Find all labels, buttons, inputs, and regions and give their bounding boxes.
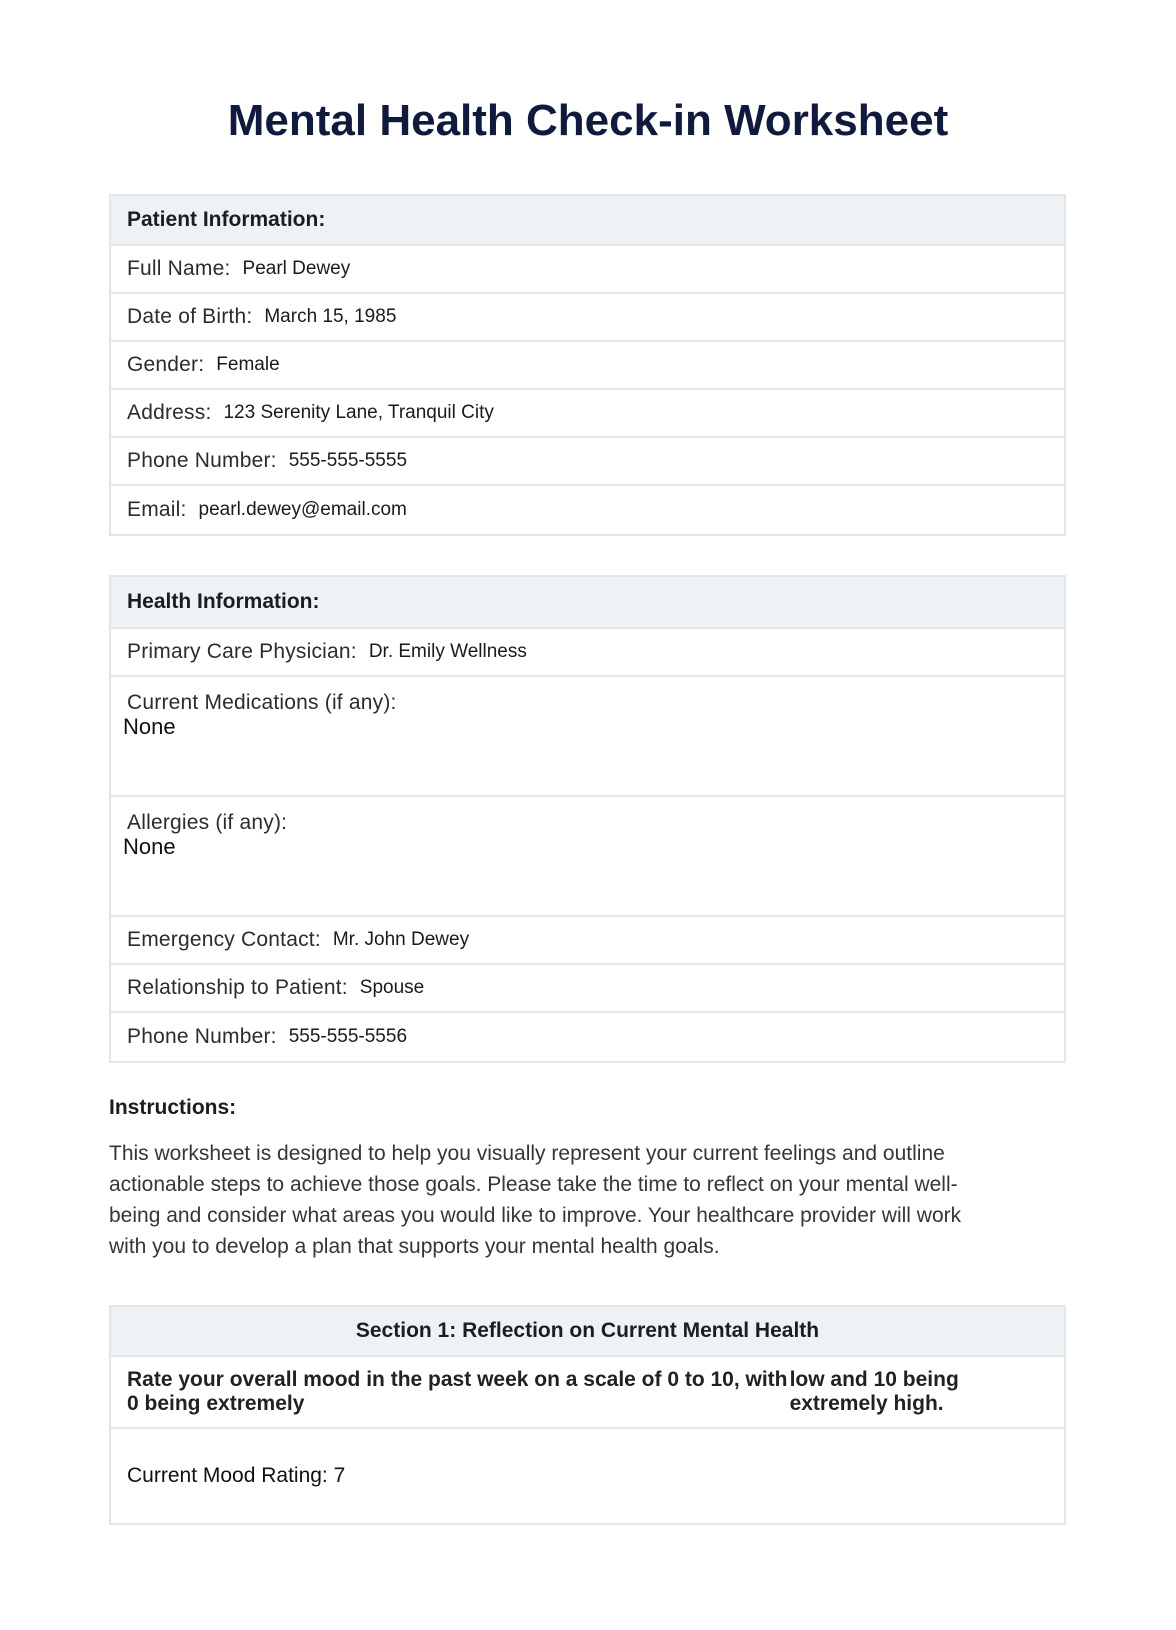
allergies-row [111,797,1064,917]
relationship-value: Spouse [359,977,425,998]
emergency-phone-value: 555-555-5556 [288,1026,408,1047]
mood-rating-value: Current Mood Rating: 7 [127,1464,346,1487]
instructions-line: This worksheet is designed to help you visually represent your current feelings and outline [109,1142,945,1165]
page-title: Mental Health Check-in Worksheet [227,96,949,145]
email-value: pearl.dewey@email.com [198,499,407,520]
date-of-birth-row [111,294,1064,342]
medications-value: None [123,714,176,739]
patient-information-header: Patient Information: [111,196,1064,246]
instructions-heading: Instructions: [109,1096,237,1119]
section1-table [109,1305,1066,1525]
phone-number-value: 555-555-5555 [288,450,408,471]
mood-question-line: Rate your overall mood in the past week on a scale of 0 to 10, with 0 being extremely [127,1368,788,1415]
address-value: 123 Serenity Lane, Tranquil City [223,402,494,423]
mood-question [111,1357,1064,1429]
address-label: Address: [127,401,212,424]
emergency-contact-label: Emergency Contact: [127,928,321,951]
physician-value: Dr. Emily Wellness [368,641,527,662]
full-name-value: Pearl Dewey [242,258,351,279]
instructions-line: actionable steps to achieve those goals. Please take the time to reflect on your mental well- [109,1173,958,1196]
mood-answer-box[interactable] [111,1429,1064,1523]
gender-value: Female [216,354,280,375]
allergies-value: None [123,834,176,859]
medications-row [111,677,1064,797]
section1-title: Section 1: Reflection on Current Mental Health [111,1307,1064,1357]
patient-information-table [109,194,1066,536]
relationship-label: Relationship to Patient: [127,976,348,999]
full-name-label: Full Name: [127,257,231,280]
email-label: Email: [127,498,187,521]
full-name-row [111,246,1064,294]
emergency-phone-row [111,1013,1064,1061]
emergency-contact-row [111,917,1064,965]
medications-label: Current Medications (if any): [127,691,397,714]
physician-label: Primary Care Physician: [127,640,357,663]
health-information-header: Health Information: [111,577,1064,629]
mood-question-line: low and 10 being extremely high. [789,1368,959,1415]
health-information-table [109,575,1066,1063]
phone-number-row [111,438,1064,486]
email-row [111,486,1064,534]
instructions-line: with you to develop a plan that supports your mental health goals. [109,1235,720,1258]
emergency-contact-value: Mr. John Dewey [332,929,470,950]
gender-label: Gender: [127,353,205,376]
phone-number-label: Phone Number: [127,449,277,472]
instructions-line: being and consider what areas you would like to improve. Your healthcare provider will work [109,1204,962,1227]
gender-row [111,342,1064,390]
relationship-row [111,965,1064,1013]
instructions-body [109,1138,1059,1262]
date-of-birth-value: March 15, 1985 [264,306,397,327]
allergies-label: Allergies (if any): [127,811,288,834]
address-row [111,390,1064,438]
physician-row [111,629,1064,677]
date-of-birth-label: Date of Birth: [127,305,253,328]
emergency-phone-label: Phone Number: [127,1025,277,1048]
